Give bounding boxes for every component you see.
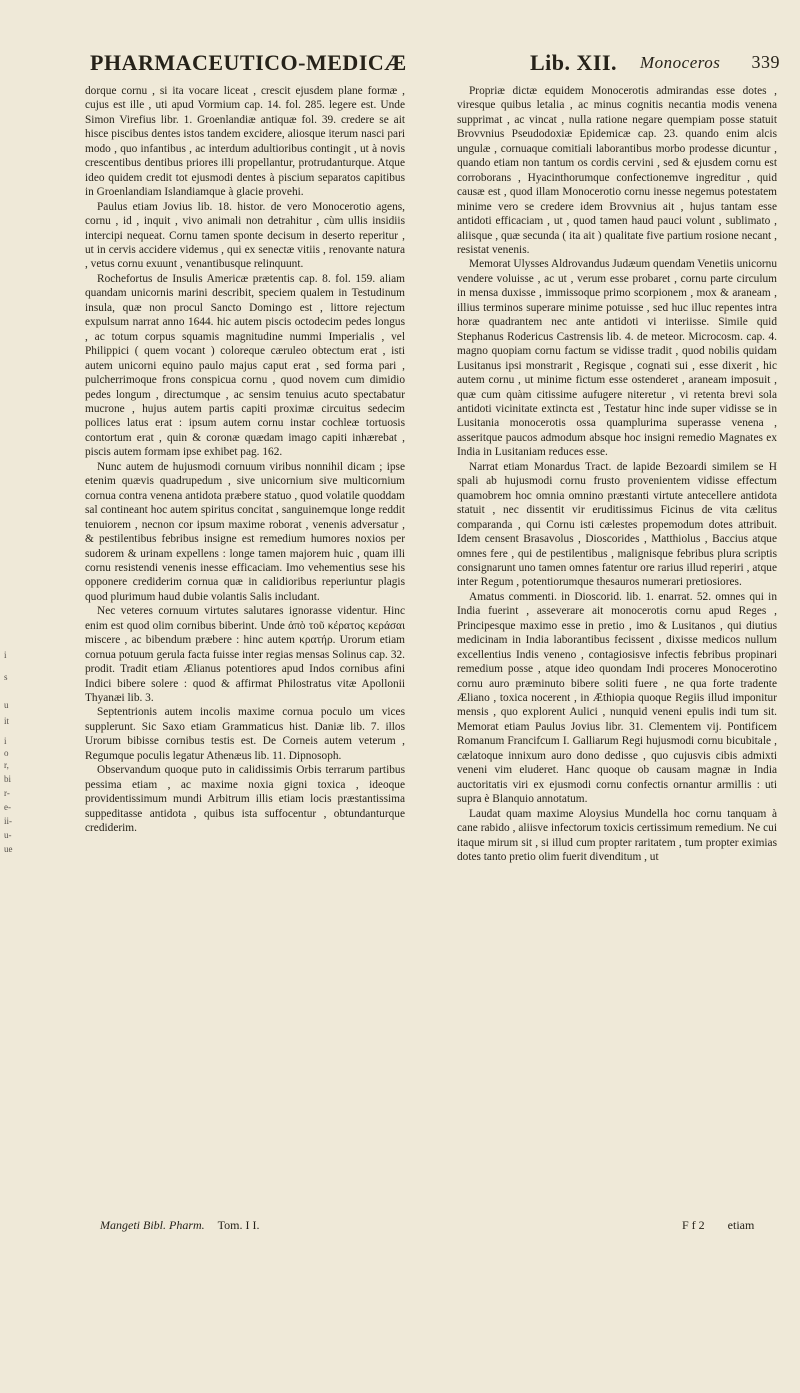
- page-number: 339: [751, 52, 780, 72]
- edge-mark: e-: [4, 802, 11, 812]
- paragraph: Observandum quoque puto in calidissimis Orbis terrarum partibus pessima etiam , ac maxime noxia gigni toxica , ideoque providentissimum mundi Arbitrum illis etiam locis præstantissima suppeditasse antidota , quibus ista suffocentur , obtundanturque crediderim.: [85, 764, 405, 835]
- paragraph: Rochefortus de Insulis Americæ prætentis cap. 8. fol. 159. aliam quandam unicornis marini describit, speciem qualem in Testudinum insula, quæ non procul Sancto Domingo est , littore rejectum expulsum narrat anno 1644. hic autem piscis octodecim pedes longus , ac totum corpus squamis magnitudine nummi Imperialis , vel Philippici ( quem vocant ) coloreque cæruleo obtectum erat , isti autem unicorni equino paulo majus caput erat , sed forma pari , pulcherrimoque frons conspicua cornu , quod novem cum dimidio pedes longum , directumque , ac sensim tenuius acuto spectabatur mucrone , hujus autem partis capiti proximæ circuitus sedecim pollices latus erat : ipsum autem cornu instar cochleæ tortuosis contortum erat , quin & coronæ quædam imago capiti inhærebat , piscis autem formam ipse exhibet pag. 162.: [85, 272, 405, 459]
- signature-text: Mangeti Bibl. Pharm.: [100, 1218, 205, 1232]
- paragraph: Septentrionis autem incolis maxime cornua poculo um vices supplerunt. Sic Saxo etiam Grammaticus hist. Daniæ lib. 7. illos Urorum bibisse cornibus testis est. De Corneis autem veterum , Regumque poculis legatur Athenæus lib. 11. Dipnosoph.: [85, 706, 405, 762]
- edge-mark: s: [4, 672, 8, 682]
- paragraph: Memorat Ulysses Aldrovandus Judæum quendam Venetiis unicornu vendere voluisse , ac ut , verum esse probaret , cornu parte circulum in mensa duxisse , immissoque primo scorpionem , mox & araneam , illius terminos superare minime potuisse , sed huc illuc repentes intra horæ quadrantem nec ante antidoti vi interiisse. Simile quid Stephanus Rodericus Castrensis lib. 4. de meteor. Microcosm. cap. 4. magno quopiam cornu factum se vidisse tradit , quod nobilis quidam Lusitanus ipsi monstrarit , Regisque , cognati sui , esse dixerit , hic autem cornu , ut minime fictum esse ostenderet , araneam imposuit , quæ cum quàm citissime aufugere niteretur , vi retenta brevi sola antidoti vicinitate extincta est , Testatur hinc inde super vidisse se in Lusitania monocerotis ossa quamplurima superasse venena , asseritque paucos admodum absque hoc insigni remedio Magnates ex India in Lusitaniam reduces esse.: [457, 258, 777, 459]
- edge-mark: i: [4, 736, 7, 746]
- signature-mark: [682, 1218, 754, 1233]
- running-head-word: Monoceros: [640, 53, 721, 72]
- signature-line: [100, 1218, 259, 1233]
- running-head-title: PHARMACEUTICO-MEDICÆ: [90, 50, 407, 75]
- paragraph: Nunc autem de hujusmodi cornuum viribus nonnihil dicam ; ipse etenim quævis quadrupedum , sive unicornium sive multicornium cornua contra venena antidota præbere statuo , quod volatile quoddam sal contineant hoc autem spiritus concitat , sanguinemque longe reddit tenuiorem , necnon cor ipsum maxime roborat , venenis adversatur , & pestilentibus febribus insigne est remedium humores noxios per sudorem & urinam expellens : longe tamen majorem huic , quam illi cornu resistendi venenis inesse efficaciam. Imo vehementius sese his opponere crediderim cornua quæ in calidioribus reperiuntur plagis quod plurimum haud dubie volantis Salis includant.: [85, 460, 405, 603]
- left-column: [85, 84, 405, 836]
- running-head-book: Lib. XII.: [530, 50, 618, 75]
- edge-mark: bi: [4, 774, 12, 784]
- edge-mark: ii-: [4, 816, 12, 826]
- edge-mark: ue: [4, 844, 13, 854]
- paragraph: Laudat quam maxime Aloysius Mundella hoc cornu tanquam à cane rabido , aliisve infectorum toxicis certissimum remedium. Ne cui itaque mirum sit , si illud cum propter raritatem , tum propter eximias dotes tanto pretio olim fuerit divenditum , ut: [457, 807, 777, 864]
- edge-mark: o: [4, 748, 9, 758]
- paragraph: Nec veteres cornuum virtutes salutares ignorasse videntur. Hinc enim est quod olim cornibus biberint. Unde ἀπὸ τοῦ κέρατος κεράσαι miscere , ac bibendum præbere : hinc autem κρατήρ. Urorum etiam cornua potuum gerula facta fuisse inter regias mensas Solinus cap. 32. prodit. Tradit etiam Ælianus potentiores apud Indos cornibus afini Indici bibere solere : quod & affirmat Philostratus vitæ Apollonii Thyanæi lib. 3.: [85, 605, 405, 705]
- edge-mark: i: [4, 650, 7, 660]
- paragraph: dorque cornu , si ita vocare liceat , crescit ejusdem plane formæ , cujus est ille , uti apud Vormium cap. 14. fol. 285. legere est. Unde Simon Virefius libr. 1. Groenlandiæ antiquæ fol. 39. credere se ait hisce piscibus dentes istos tandem excidere, aliosque iterum nasci pari modo , quo infantibus , ac interdum adultioribus contingit , ut à novis crescentibus dentibus priores illi propellantur, protrudanturque. Atque ideo quidem credit tot ejusmodi dentes à piscium separatos capitibus in Groenlandiam Islandiamque à glacie provehi.: [85, 85, 405, 199]
- gathering-mark: F f 2: [682, 1218, 705, 1232]
- volume-label: Tom. I I.: [217, 1218, 260, 1232]
- running-head: [90, 50, 780, 78]
- paragraph: Narrat etiam Monardus Tract. de lapide Bezoardi similem se H spali ab hujusmodi cornu frusto provenientem vidisse effectum quamobrem hoc omnia omnino præstanti virtute antecellere antidota statuit , nec dissentit vir eruditissimus Ficinus de vita cælitus comparanda , qui Cornu isti cælestes propemodum dotes attribuit. Idem censent Brasavolus , Dioscorides , Matthiolus , Baccius atque omnes fere , qui de pestilentibus , malignisque febribus plura scriptis consignarunt uno tamen omnes fatentur ore rarius illud reperiri , atque inter Regum , potentiorumque thesauros numerari pretiosiores.: [457, 460, 777, 589]
- edge-mark: it: [4, 716, 10, 726]
- right-column: [457, 84, 777, 864]
- paragraph: Paulus etiam Jovius lib. 18. histor. de vero Monocerotio agens, cornu , id , inquit , vivo animali non detrahitur , cùm ullis insidiis intercipi nequeat. Cornu tamen sponte decisum in deserto reperitur , ut in cervis accidere videmus , qui ex senectæ vitiis , renovante natura , vetus cornu exuunt , venantibusque relinquunt.: [85, 200, 405, 271]
- edge-mark: r-: [4, 788, 10, 798]
- edge-mark: r,: [4, 760, 9, 770]
- catchword: etiam: [727, 1218, 755, 1232]
- paragraph: Propriæ dictæ equidem Monocerotis admirandas esse dotes , viresque quibus letalia , ac minus cognitis necantia modis venena supprimat , ac vincat , nulla ratione negare quempiam posse statuit Brovvnius Pseudodoxiæ Epidemicæ cap. 23. quando enim alcis ungulæ , cornuaque comitiali laborantibus morbo prodesse dicuntur , quando etiam non tantum os cordis cervini , sed & ejusdem cornu est corroborans , Hyacinthorumque confectionemve ingreditur , quid causæ est , quod illam Monocerotio cornu inesse negemus potestatem minime vero se credere idem Brovvnius ait , hujus tantam esse antidoti efficaciam , ut , quod tamen haud pauci volunt , sublimato , aliisque , quæ secunda ( ita ait ) qualitate five partium rosione necant , resistat venenis.: [457, 85, 777, 256]
- edge-mark: u-: [4, 830, 12, 840]
- edge-mark: u: [4, 700, 9, 710]
- paragraph: Amatus commenti. in Dioscorid. lib. 1. enarrat. 52. omnes qui in India fuerint , asseverare ait monocerotis cornu apud Reges , Principesque maximo esse in pretio , imo & Lusitanos , qui diutius medicinam in India laborantibus fecissent , dixisse medicos nullum excellentius Indis veneno , contagiosisve infectis febribus propinari remedium posse , atque ideo quondam Indi proceres Monocerotino cornu auro præminuto bibere soliti fuere , ne qua forte tradente Æliano , toxica nocerent , in Æthiopia quoque Regiis illud imponitur mensis , quo explorent Aulici , nunquid veneni epulis indi tum sit. Memorat etiam Paulus Jovius libr. 31. Clementem vij. Pontificem Romanum Francifcum I. Galliarum Regi hujusmodi cornu bicubitale , cælatoque innixum auro dono dedisse , quo cujusvis cibis admixti veneni vim eluderet. Hanc quoque ob causam magnæ in India auctoritatis viri ex ejusmodi cornu confectis ornantur armillis : uti supra è Blanquio annotatum.: [457, 590, 777, 806]
